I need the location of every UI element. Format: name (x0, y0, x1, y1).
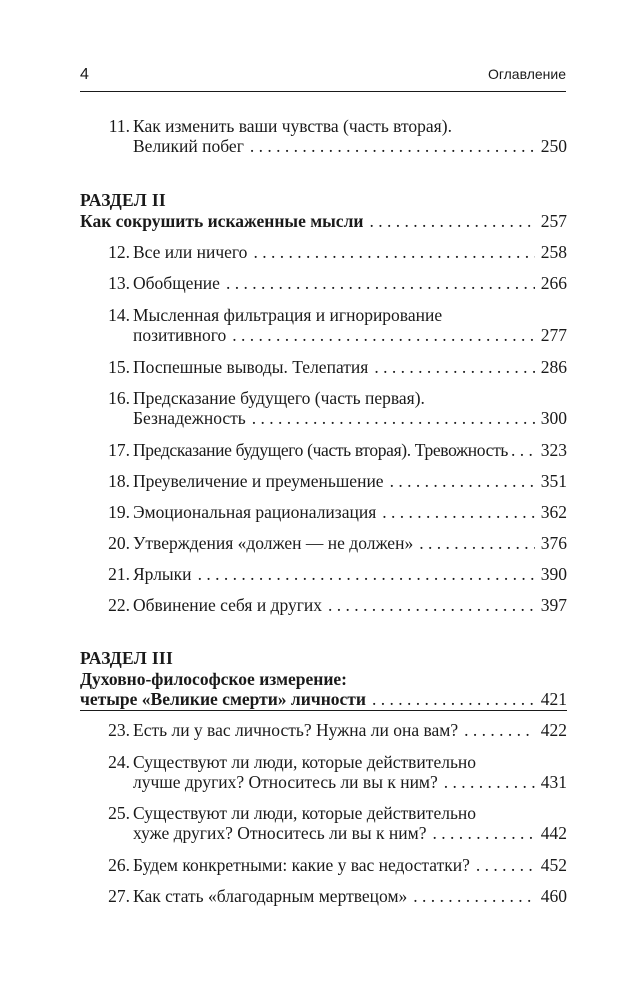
entry-page: 376 (540, 533, 567, 553)
toc-entry-12[interactable] (133, 242, 567, 266)
entry-number: 22. (108, 595, 130, 615)
section-divider (80, 710, 567, 711)
entry-page: 351 (540, 471, 567, 491)
leader-dots (511, 440, 538, 461)
entry-page: 300 (540, 408, 567, 428)
leader-dots (444, 772, 535, 793)
section-label: РАЗДЕЛ II (80, 190, 167, 210)
leader-dots (464, 720, 535, 741)
leader-dots (382, 502, 534, 523)
entry-title-line1[interactable]: Мысленная фильтрация и игнорирование (133, 305, 443, 325)
section-title: Как сокрушить искаженные мысли (80, 211, 364, 231)
running-title: Оглавление (487, 66, 566, 82)
entry-number: 15. (108, 357, 130, 377)
page-header (80, 66, 566, 92)
entry-title: Как стать «благодарным мертвецом» (133, 886, 408, 906)
leader-dots (226, 273, 535, 294)
entry-page: 431 (540, 772, 567, 792)
entry-title-line2: хуже других? Относитесь ли вы к ним? (133, 823, 427, 843)
toc-entry-26[interactable] (133, 855, 567, 879)
toc-entry-23[interactable] (133, 720, 567, 744)
entry-page: 397 (540, 595, 567, 615)
leader-dots (253, 242, 534, 263)
entry-number: 16. (108, 388, 130, 408)
toc-entry-21[interactable] (133, 564, 567, 588)
leader-dots (372, 689, 535, 710)
toc-entry-11[interactable] (133, 136, 567, 160)
leader-dots (413, 886, 534, 907)
entry-title: Ярлыки (133, 564, 192, 584)
toc-entry-17[interactable] (133, 440, 567, 464)
entry-page: 390 (540, 564, 567, 584)
toc-entry-19[interactable] (133, 502, 567, 526)
entry-title: Будем конкретными: какие у вас недостатки? (133, 855, 470, 875)
entry-title-line2: Безнадежность (133, 408, 246, 428)
toc-entry-15[interactable] (133, 357, 567, 381)
entry-title-line1[interactable]: Предсказание будущего (часть первая). (133, 388, 425, 408)
entry-title-line1[interactable]: Как изменить ваши чувства (часть вторая). (133, 116, 452, 136)
entry-title-line1[interactable]: Существуют ли люди, которые действительно (133, 752, 477, 772)
entry-title: Обобщение (133, 273, 220, 293)
entry-number: 24. (108, 752, 130, 772)
entry-title: Поспешные выводы. Телепатия (133, 357, 369, 377)
leader-dots (250, 136, 535, 157)
toc-entry-25[interactable] (133, 823, 567, 847)
leader-dots (369, 211, 534, 232)
entry-page: 250 (540, 136, 567, 156)
leader-dots (390, 471, 535, 492)
entry-page: 460 (540, 886, 567, 906)
entry-number: 21. (108, 564, 130, 584)
toc-entry-27[interactable] (133, 886, 567, 910)
entry-title-line2: Великий побег (133, 136, 244, 156)
toc-entry-22[interactable] (133, 595, 567, 619)
leader-dots (232, 325, 534, 346)
entry-title: Есть ли у вас личность? Нужна ли она вам? (133, 720, 459, 740)
section-title-line2: четыре «Великие смерти» личности (80, 689, 366, 709)
entry-number: 18. (108, 471, 130, 491)
leader-dots (198, 564, 535, 585)
entry-page: 286 (540, 357, 567, 377)
entry-page: 258 (540, 242, 567, 262)
leader-dots (328, 595, 535, 616)
section-page: 421 (540, 689, 567, 709)
section-title-line1[interactable]: Духовно-философское измерение: (80, 669, 348, 689)
entry-page: 452 (540, 855, 567, 875)
toc-entry-18[interactable] (133, 471, 567, 495)
entry-title: Все или ничего (133, 242, 248, 262)
section-page: 257 (540, 211, 567, 231)
toc-entry-16[interactable] (133, 408, 567, 432)
leader-dots (419, 533, 535, 554)
entry-page: 422 (540, 720, 567, 740)
entry-number: 27. (108, 886, 130, 906)
entry-page: 323 (540, 440, 567, 460)
entry-number: 25. (108, 803, 130, 823)
entry-title-line2: позитивного (133, 325, 227, 345)
leader-dots (476, 855, 535, 876)
entry-page: 266 (540, 273, 567, 293)
entry-number: 12. (108, 242, 130, 262)
page-number: 4 (80, 66, 89, 83)
entry-number: 14. (108, 305, 130, 325)
toc-entry-13[interactable] (133, 273, 567, 297)
entry-page: 442 (540, 823, 567, 843)
entry-title: Эмоциональная рационализация (133, 502, 377, 522)
entry-number: 11. (108, 116, 130, 136)
entry-title-line2: лучше других? Относитесь ли вы к ним? (133, 772, 438, 792)
entry-number: 26. (108, 855, 130, 875)
leader-dots (432, 823, 534, 844)
leader-dots (252, 408, 535, 429)
leader-dots (374, 357, 534, 378)
entry-title: Обвинение себя и других (133, 595, 323, 615)
entry-page: 362 (540, 502, 567, 522)
entry-title: Утверждения «должен — не должен» (133, 533, 414, 553)
entry-number: 13. (108, 273, 130, 293)
entry-number: 17. (108, 440, 130, 460)
entry-page: 277 (540, 325, 567, 345)
toc-entry-20[interactable] (133, 533, 567, 557)
entry-title: Преувеличение и преуменьшение (133, 471, 384, 491)
entry-number: 19. (108, 502, 130, 522)
entry-title: Предсказание будущего (часть вторая). Тревожность (133, 440, 508, 460)
entry-number: 20. (108, 533, 130, 553)
entry-title-line1[interactable]: Существуют ли люди, которые действительно (133, 803, 477, 823)
toc-entry-14[interactable] (133, 325, 567, 349)
toc-entry-24[interactable] (133, 772, 567, 796)
section-title-entry[interactable] (80, 211, 567, 235)
section-label: РАЗДЕЛ III (80, 648, 174, 668)
entry-number: 23. (108, 720, 130, 740)
